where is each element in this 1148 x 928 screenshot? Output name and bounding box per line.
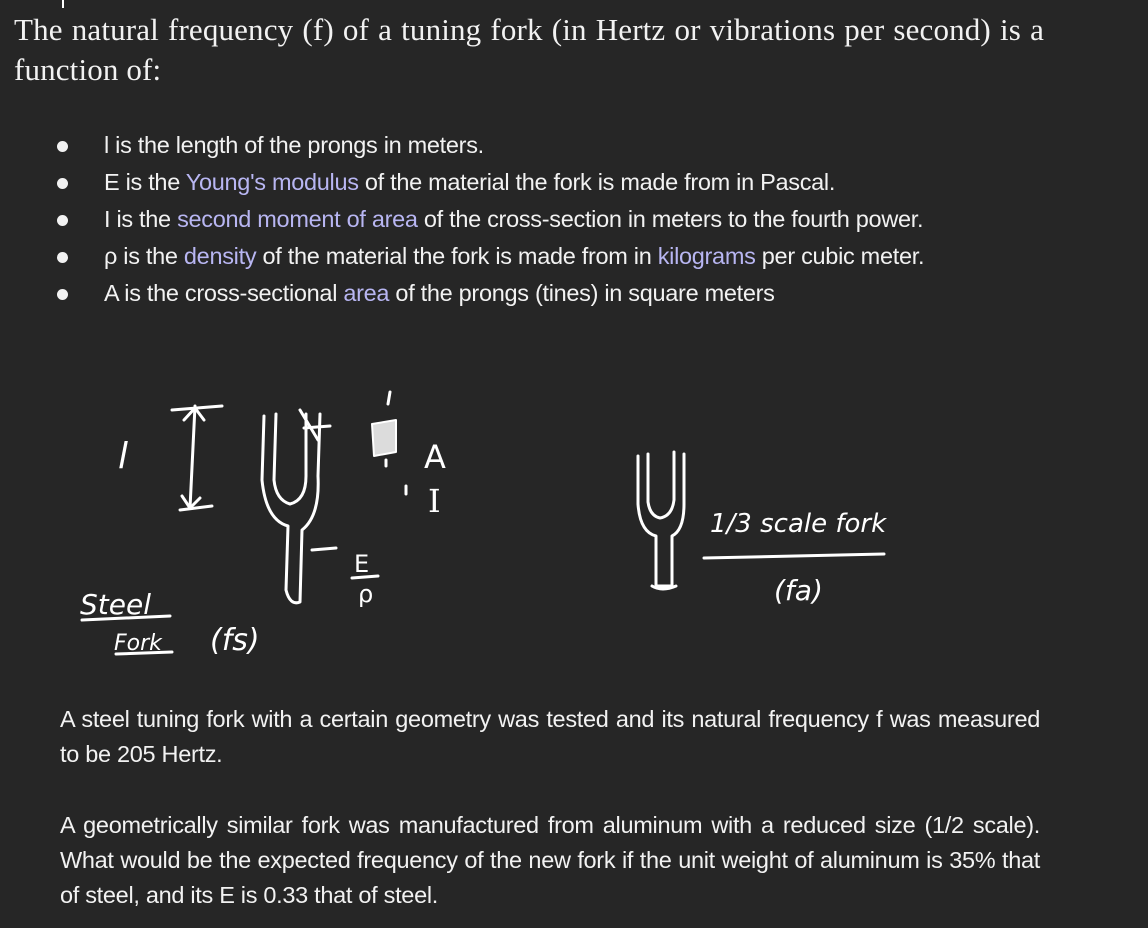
area-label: A	[424, 438, 446, 476]
steel-fork-icon	[262, 410, 336, 603]
problem-statement-1: A steel tuning fork with a certain geometry was tested and its natural frequency f was measured to be 205 Hertz.	[60, 706, 1040, 767]
list-item	[104, 201, 1034, 238]
problem-statement-2: A geometrically similar fork was manufactured from aluminum with a reduced size (1/2 scale). What would be the expected frequency of the new fork if the unit weight of aluminum is 35% that of steel, and its E is 0.33 that of steel.	[60, 812, 1040, 908]
area-link[interactable]: area	[343, 280, 390, 306]
bullet-dot-icon	[57, 252, 68, 263]
kilograms-link[interactable]: kilograms	[657, 243, 756, 269]
density-label: ρ	[358, 580, 374, 608]
tuning-fork-sketch	[0, 380, 1148, 680]
fork-label: Fork	[114, 631, 162, 656]
list-item-text: E is the	[104, 169, 186, 195]
cross-section-icon	[372, 392, 406, 494]
list-item-text: ρ is the	[104, 243, 184, 269]
youngs-modulus-link[interactable]: Young's modulus	[185, 169, 359, 195]
text-cursor-mark	[62, 0, 64, 8]
length-dimension-icon	[172, 406, 222, 510]
bullet-dot-icon	[57, 141, 68, 152]
list-item	[104, 127, 1034, 164]
list-item	[104, 275, 1034, 312]
list-item-text: per cubic meter.	[755, 243, 925, 269]
scale-fork-icon	[638, 452, 684, 589]
second-moment-of-area-link[interactable]: second moment of area	[177, 206, 418, 232]
list-item-text: I is the	[104, 206, 178, 232]
length-label: l	[118, 436, 129, 477]
intro-text: The natural frequency (f) of a tuning fork (in Hertz or vibrations per second) is a function of:	[14, 12, 1044, 87]
list-item	[104, 238, 1034, 275]
steel-frequency-label: (fs)	[210, 623, 260, 658]
scale-fork-label: 1/3 scale fork	[710, 509, 887, 539]
steel-label: Steel	[80, 588, 151, 621]
list-item-text: of the cross-section in meters to the fourth power.	[417, 206, 924, 232]
aluminum-frequency-label: (fa)	[774, 574, 823, 607]
bullet-dot-icon	[57, 178, 68, 189]
list-item-text: of the material the fork is made from in	[256, 243, 658, 269]
list-item-text: l is the length of the prongs in meters.	[104, 132, 484, 158]
list-item	[104, 164, 1034, 201]
moment-label: I	[428, 482, 441, 520]
density-link[interactable]: density	[183, 243, 257, 269]
list-item-text: of the material the fork is made from in Pascal.	[358, 169, 836, 195]
variable-list	[104, 127, 1034, 312]
list-item-text: of the prongs (tines) in square meters	[389, 280, 775, 306]
bullet-dot-icon	[57, 215, 68, 226]
youngs-modulus-label: E	[354, 550, 370, 578]
bullet-dot-icon	[57, 289, 68, 300]
list-item-text: A is the cross-sectional	[104, 280, 344, 306]
